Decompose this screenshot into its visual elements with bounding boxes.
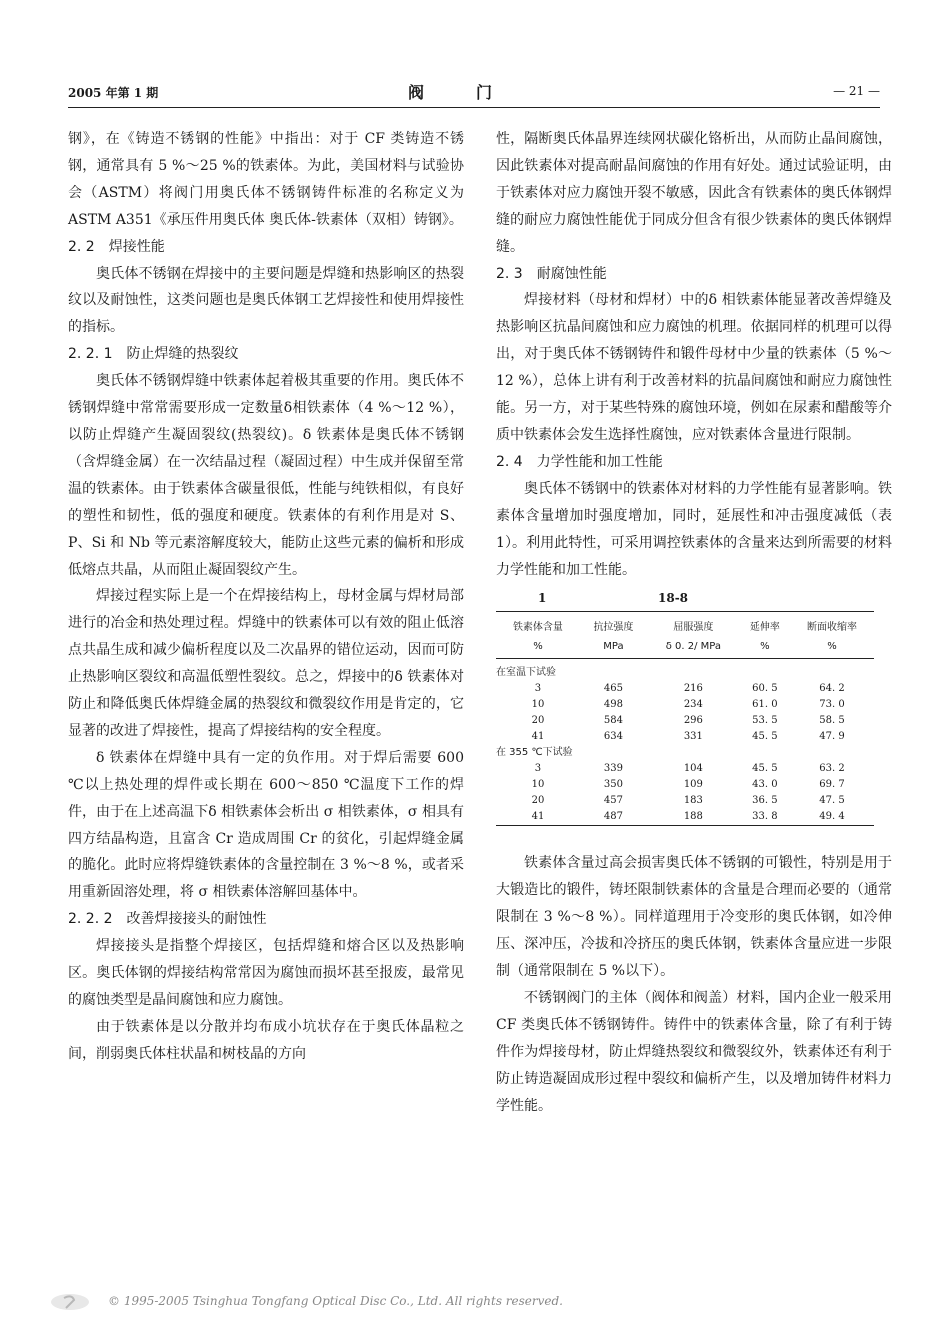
table-cell: 60. 5 (752, 683, 778, 695)
paragraph: 不锈钢阀门的主体（阀体和阀盖）材料，国内企业一般采用 CF 类奥氏体不锈钢铸件。铸件中的铁素体含量，除了有利于铸件作为焊接母材，防止焊缝热裂纹和微裂纹外，铁素体还有利于防止铸造凝固成形过程中裂纹和偏析产生，以及增加铸件材料力学性能。 (496, 989, 892, 1114)
table-cell: 10 (531, 699, 545, 711)
table-cell: 61. 0 (752, 699, 778, 711)
right-column (496, 126, 892, 1119)
table-cell: 20 (531, 715, 545, 727)
column-unit: MPa (580, 636, 647, 659)
table-cell: 465 (603, 683, 623, 695)
table-cell: 339 (603, 763, 623, 775)
table-cell: 58. 5 (819, 715, 845, 727)
table-cell: 350 (603, 779, 623, 791)
table-cell: 73. 0 (819, 699, 845, 711)
table-number: 1 (538, 591, 547, 606)
copyright-notice: © 1995-2005 Tsinghua Tongfang Optical Disc Co., Ltd. All rights reserved. (108, 1294, 563, 1308)
paragraph: 性，隔断奥氏体晶界连续网状碳化铬析出，从而防止晶间腐蚀，因此铁素体对提高耐晶间腐蚀的作用有好处。通过试验证明，由于铁素体对应力腐蚀开裂不敏感，因此含有铁素体的奥氏体钢焊缝的耐应力腐蚀性能优于同成分但含有很少铁素体的奥氏体钢焊缝。 (496, 131, 892, 255)
table-cell: 47. 5 (819, 795, 845, 807)
paragraph: 奥氏体不锈钢焊缝中铁素体起着极其重要的作用。奥氏体不锈钢焊缝中常常需要形成一定数量δ相铁素体（4 %～12 %），以防止焊缝产生凝固裂纹(热裂纹)。δ 铁素体是奥氏体不锈钢（含焊缝金属）在一次结晶过程（凝固过程）中生成并保留至常温的铁素体。由于铁素体含碳量很低，性能与纯铁相似，有良好的塑性和韧性，低的强度和硬度。铁素体的有利作用是对 S、P、Si 和 Nb 等元素溶解度较大，能防止这些元素的偏析和形成低熔点共晶，从而阻止凝固裂纹产生。 (68, 373, 464, 578)
paragraph: 铁素体含量过高会损害奥氏体不锈钢的可锻性，特别是用于大锻造比的锻件，铸坯限制铁素体的含量是合理而必要的（通常限制在 3 %～8 %）。同样道理用于冷变形的奥氏体钢，如冷伸压、深冲压，冷拔和冷挤压的奥氏体钢，铁素体含量应进一步限制（通常限制在 5 %以下）。 (496, 855, 892, 980)
paragraph: 焊接材料（母材和焊材）中的δ 相铁素体能显著改善焊缝及热影响区抗晶间腐蚀和应力腐蚀的机理。依据同样的机理可以得出，对于奥氏体不锈钢铸件和锻件母材中少量的铁素体（5 %～12 %），总体上讲有利于改善材料的抗晶间腐蚀和耐应力腐蚀性能。另一方，对于某些特殊的腐蚀环境，例如在尿素和醋酸等介质中铁素体会发生选择性腐蚀，应对铁素体含量进行限制。 (496, 292, 892, 443)
table-cell: 498 (603, 699, 623, 711)
table-group-label: 在室温下试验 (496, 667, 556, 679)
table-row (496, 793, 874, 809)
paragraph: 钢》，在《铸造不锈钢的性能》中指出：对于 CF 类铸造不锈钢，通常具有 5 %～25 %的铁素体。为此，美国材料与试验协会（ASTM）将阀门用奥氏体不锈钢铸件标准的名称定义为 ASTM A351《承压件用奥氏体 奥氏体-铁素体（双相）铸钢》。 (68, 131, 464, 228)
paragraph: 焊接接头是指整个焊接区，包括焊缝和熔合区以及热影响区。奥氏体钢的焊接结构常常因为腐蚀而损坏甚至报废，最常见的腐蚀类型是晶间腐蚀和应力腐蚀。 (68, 938, 464, 1008)
column-header: 屈服强度 (673, 622, 714, 634)
table-cell: 216 (683, 683, 703, 695)
table-cell: 457 (603, 795, 623, 807)
table-cell: 64. 2 (819, 683, 845, 695)
table-cell: 234 (683, 699, 703, 711)
table-cell: 487 (603, 811, 623, 823)
header-rule (68, 107, 880, 108)
table-cell: 634 (603, 731, 623, 743)
table-cell: 331 (683, 731, 703, 743)
paragraph: 焊接过程实际上是一个在焊接结构上，母材金属与焊材局部进行的冶金和热处理过程。焊缝中的铁素体可以有效的阻止低溶点共晶生成和减少偏析程度以及二次晶界的错位运动，因而可防止热影响区裂纹和高温低塑性裂纹。总之，焊接中的δ 铁素体对防止和降低奥氏体焊缝金属的热裂纹和微裂纹作用是肯定的，它显著的改进了焊接性，提高了焊接结构的安全程度。 (68, 588, 464, 739)
column-header: 铁素体含量 (512, 622, 563, 634)
table-cell: 36. 5 (752, 795, 778, 807)
table-cell: 109 (683, 779, 703, 791)
column-unit: % (740, 636, 790, 659)
column-header: 延伸率 (749, 622, 780, 634)
paragraph: 由于铁素体是以分散并均布成小坑状存在于奥氏体晶粒之间，削弱奥氏体柱状晶和树枝晶的方向 (68, 1018, 464, 1062)
journal-title: 阀门 (408, 83, 545, 102)
table-cell: 45. 5 (752, 763, 778, 775)
section-heading-2-2-1: 2. 2. 1 防止焊缝的热裂纹 (68, 346, 239, 363)
table-cell: 47. 9 (819, 731, 845, 743)
paragraph: δ 铁素体在焊缝中具有一定的负作用。对于焊后需要 600 ℃以上热处理的焊件或长期在 600～850 ℃温度下工作的焊件，由于在上述高温下δ 相铁素体会析出 σ 相铁素体，σ 相具有四方结晶构造，且富含 Cr 造成周围 Cr 的贫化，引起焊缝金属的脆化。此时应将焊缝铁素体的含量控制在 3 %～8 %，或者采用重新固溶处理，将 σ 相铁素体溶解回基体中。 (68, 749, 464, 901)
table-cell: 69. 7 (819, 779, 845, 791)
ferrite-properties-table (496, 611, 874, 826)
table-cell: 33. 8 (752, 811, 778, 823)
column-unit: % (790, 636, 874, 659)
table-cell: 296 (683, 715, 703, 727)
column-unit: δ 0. 2/ MPa (647, 636, 740, 659)
table-cell: 104 (683, 763, 703, 775)
table-row (496, 777, 874, 793)
table-cell: 49. 4 (819, 811, 845, 823)
table-cell: 63. 2 (819, 763, 845, 775)
section-heading-2-3: 2. 3 耐腐蚀性能 (496, 265, 607, 282)
table-cell: 10 (531, 779, 545, 791)
section-heading-2-2: 2. 2 焊接性能 (68, 238, 165, 255)
table-title: 18-8 (658, 591, 689, 606)
table-caption (496, 583, 892, 609)
table-row (496, 681, 874, 697)
section-heading-2-4: 2. 4 力学性能和加工性能 (496, 453, 663, 470)
table-row (496, 697, 874, 713)
publisher-logo-icon (50, 1292, 90, 1312)
table-cell: 20 (531, 795, 545, 807)
paragraph: 奥氏体不锈钢在焊接中的主要问题是焊缝和热影响区的热裂纹以及耐蚀性，这类问题也是奥氏体钢工艺焊接性和使用焊接性的指标。 (68, 265, 464, 336)
table-cell: 188 (683, 811, 703, 823)
table-cell: 43. 0 (752, 779, 778, 791)
column-header: 断面收缩率 (807, 622, 858, 634)
table-row (496, 713, 874, 729)
table-row (496, 809, 874, 826)
page-number: — 21 — (833, 84, 880, 98)
column-unit: % (496, 636, 580, 659)
table-cell: 53. 5 (752, 715, 778, 727)
table-cell: 45. 5 (752, 731, 778, 743)
journal-issue: 2005 年第 1 期 (68, 86, 159, 100)
paragraph: 奥氏体不锈钢中的铁素体对材料的力学性能有显著影响。铁素体含量增加时强度增加，同时，延展性和冲击强度减低（表 1）。利用此特性，可采用调控铁素体的含量来达到所需要的材料力学性能和加工性能。 (496, 480, 892, 578)
table-row (496, 729, 874, 745)
section-heading-2-2-2: 2. 2. 2 改善焊接接头的耐蚀性 (68, 911, 267, 928)
table-cell: 41 (531, 811, 545, 823)
table-row (496, 761, 874, 777)
table-cell: 183 (683, 795, 703, 807)
left-column (68, 126, 464, 1068)
table-group-label: 在 355 ℃下试验 (496, 747, 573, 759)
table-cell: 584 (603, 715, 623, 727)
table-cell: 41 (531, 731, 545, 743)
column-header: 抗拉强度 (593, 622, 634, 634)
footer (50, 1292, 750, 1314)
table-cell: 3 (534, 763, 542, 775)
table-cell: 3 (534, 683, 542, 695)
running-header (68, 80, 880, 104)
